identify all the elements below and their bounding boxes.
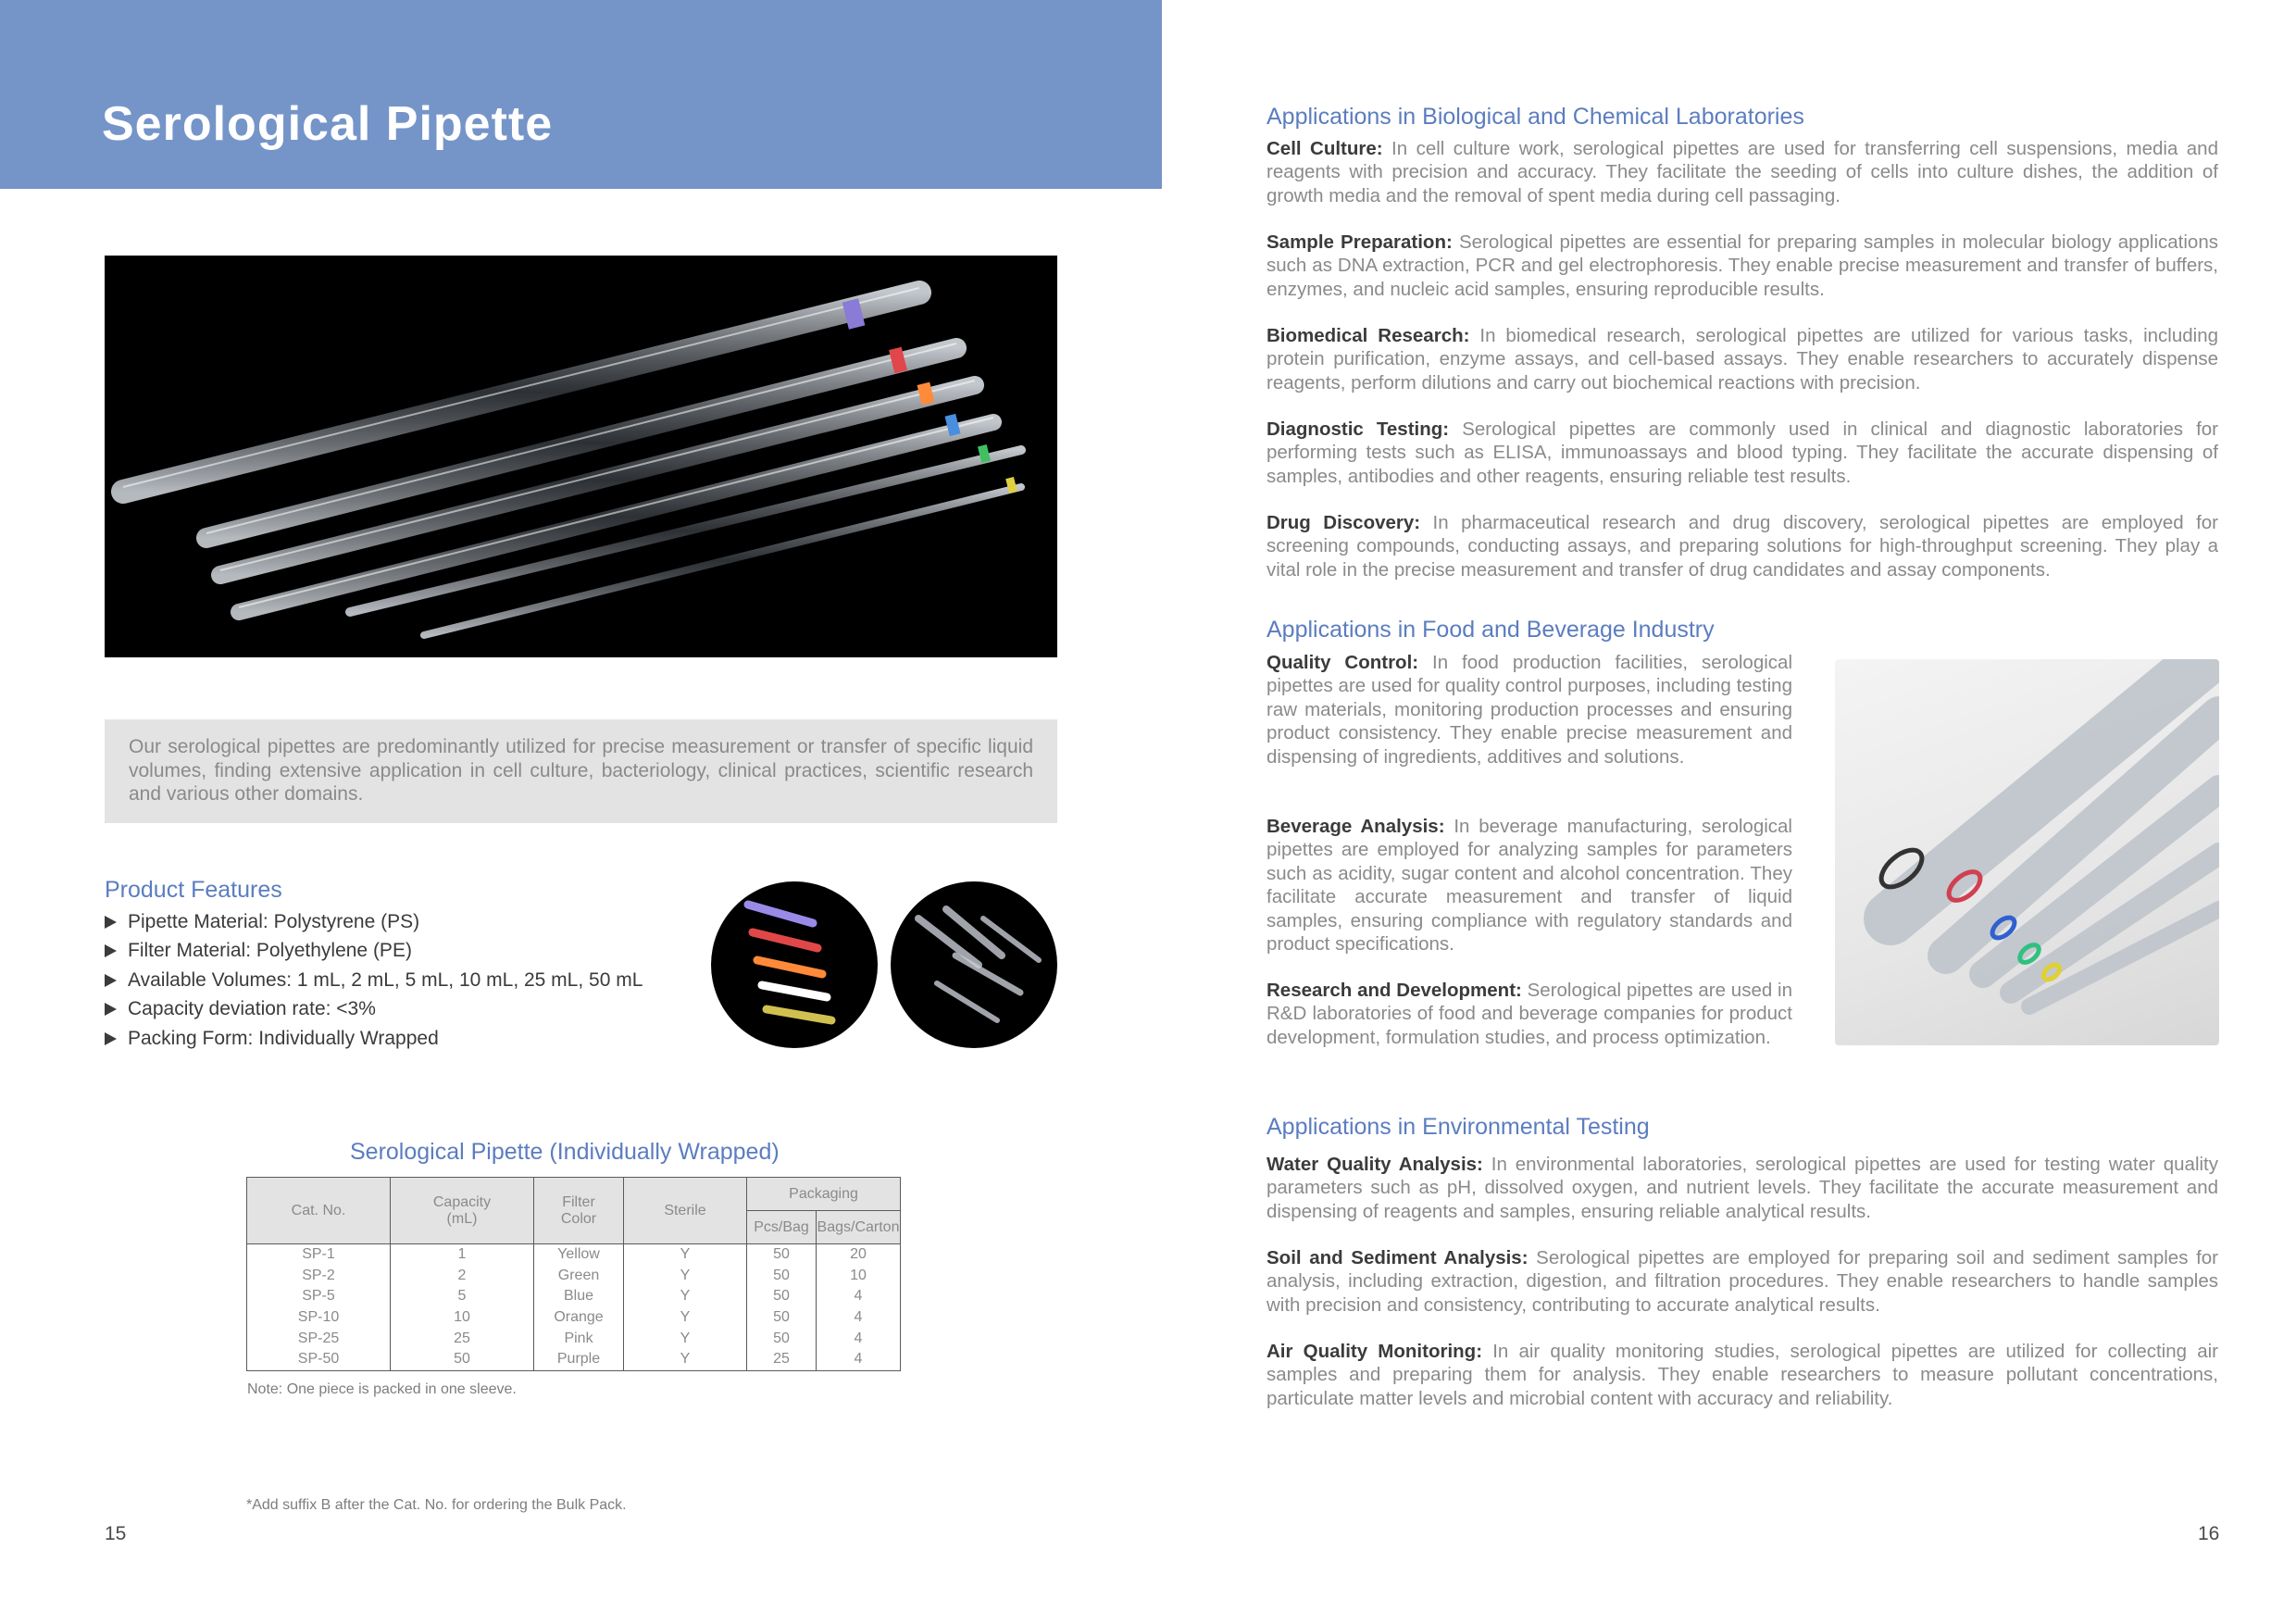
pipette-filters-photo [711, 881, 878, 1048]
food-item-beverage-analysis: Beverage Analysis: In beverage manufacturing, serological pipettes are employed for analyzing samples for parameters such as acidity, sugar content and alcohol concentration. They facilitate accurate measurement and transfer of liquid samples, ensuring compliance with regulatory standards and product specifications. [1267, 816, 1792, 956]
bio-item-sample-prep: Sample Preparation: Serological pipettes are essential for preparing samples in molecular biology applications such as DNA extraction, PCR and gel electrophoresis. They enable precise measurement and transfer of buffers, enzymes, and nucleic acid samples, ensuring reproducible results. [1267, 231, 2218, 300]
bio-item-diagnostic: Diagnostic Testing: Serological pipettes are commonly used in clinical and diagnostic laboratories for performing tests such as ELISA, immunoassays and blood typing. They facilitate the accurate dispensing of samples, antibodies and other reagents, ensuring reliable test results. [1267, 418, 2219, 487]
pipette-tips-photo [891, 881, 1057, 1048]
intro-text: Our serological pipettes are predominantly utilized for precise measurement or transfer of specific liquid volumes, finding extensive application in cell culture, bacteriology, clinical practices, scientific research and various other domains. [105, 719, 1057, 823]
pipettes-illustration [105, 256, 1057, 657]
header-filter-color: Filter Color [534, 1178, 624, 1244]
env-item-air-quality: Air Quality Monitoring: In air quality monitoring studies, serological pipettes are utilized for collecting air samples and preparing them for analysis. They enable researchers to measure pollutant concentrations, particulate matter levels and microbial content with accuracy and reliability. [1267, 1341, 2218, 1409]
bio-item-cell-culture: Cell Culture: In cell culture work, serological pipettes are used for transferring cell suspensions, media and reagents with precision and accuracy. They facilitate the seeding of cells into culture dishes, the addition of growth media and the removal of spent media during cell passaging. [1267, 138, 2218, 206]
bulk-pack-note: *Add suffix B after the Cat. No. for ordering the Bulk Pack. [246, 1497, 627, 1513]
header-cat-no: Cat. No. [247, 1178, 391, 1244]
env-section-title: Applications in Environmental Testing [1267, 1114, 1650, 1140]
env-item-water-quality: Water Quality Analysis: In environmental laboratories, serological pipettes are used for testing water quality parameters such as pH, dissolved oxygen, and nutrient levels. They facilitate the accurate measurement and dispensing of reagents and samples, ensuring reliable analytical results. [1267, 1154, 2218, 1222]
table-title: Serological Pipette (Individually Wrapped) [350, 1139, 780, 1165]
table-row: SP-10 10 Orange Y 50 4 [247, 1307, 901, 1329]
table-row: SP-5 5 Blue Y 50 4 [247, 1286, 901, 1307]
hero-photo-pipettes [105, 256, 1057, 657]
table-row: SP-2 2 Green Y 50 10 [247, 1266, 901, 1287]
table-row: SP-50 50 Purple Y 25 4 [247, 1349, 901, 1370]
spec-table [246, 1177, 901, 1371]
bullet-triangle-icon [105, 1032, 117, 1045]
feature-item: Pipette Material: Polystyrene (PS) [105, 907, 643, 937]
feature-item: Filter Material: Polyethylene (PE) [105, 937, 643, 967]
bullet-triangle-icon [105, 974, 117, 987]
feature-item: Available Volumes: 1 mL, 2 mL, 5 mL, 10 mL, 25 mL, 50 mL [105, 966, 643, 995]
page-number-left: 15 [105, 1523, 127, 1544]
title-banner [0, 0, 1162, 189]
table-row: SP-1 1 Yellow Y 50 20 [247, 1244, 901, 1266]
bio-item-biomedical: Biomedical Research: In biomedical research, serological pipettes are utilized for various tasks, including protein purification, enzyme assays, and cell-based assays. They enable researchers to accurately dispense reagents, perform dilutions and carry out biochemical reactions with precision. [1267, 325, 2219, 394]
header-sterile: Sterile [624, 1178, 747, 1244]
feature-item: Packing Form: Individually Wrapped [105, 1024, 643, 1054]
features-heading: Product Features [105, 877, 282, 903]
header-capacity: Capacity (mL) [391, 1178, 534, 1244]
pipettes-photo-white [1835, 659, 2219, 1045]
bullet-triangle-icon [105, 916, 117, 929]
table-note: Note: One piece is packed in one sleeve. [247, 1381, 517, 1397]
feature-item: Capacity deviation rate: <3% [105, 995, 643, 1025]
page-number-right: 16 [2198, 1523, 2220, 1544]
food-section-title: Applications in Food and Beverage Industry [1267, 617, 1715, 643]
bio-section-title: Applications in Biological and Chemical Laboratories [1267, 104, 1804, 130]
page-title: Serological Pipette [102, 97, 554, 151]
food-item-quality-control: Quality Control: In food production facilities, serological pipettes are used for quality control purposes, including testing raw materials, monitoring production processes and ensuring product consistency. They enable precise measurement and dispensing of ingredients, additives and solutions. [1267, 652, 1792, 768]
bullet-triangle-icon [105, 1003, 117, 1016]
features-list [105, 907, 643, 1054]
food-item-rnd: Research and Development: Serological pipettes are used in R&D laboratories of food and beverage companies for product development, formulation studies, and process optimization. [1267, 980, 1792, 1048]
header-bags-carton: Bags/Carton [817, 1211, 901, 1244]
header-pcs-bag: Pcs/Bag [747, 1211, 817, 1244]
bullet-triangle-icon [105, 944, 117, 957]
header-packaging: Packaging [747, 1178, 901, 1211]
env-item-soil-sediment: Soil and Sediment Analysis: Serological pipettes are employed for preparing soil and sediment samples for analysis, including extraction, digestion, and filtration procedures. They enable researchers to handle samples with precision and consistency, contributing to accurate analytical results. [1267, 1247, 2219, 1316]
table-row: SP-25 25 Pink Y 50 4 [247, 1328, 901, 1349]
bio-item-drug-discovery: Drug Discovery: In pharmaceutical research and drug discovery, serological pipettes are employed for screening compounds, conducting assays, and preparing solutions for high-throughput screening. They play a vital role in the precise measurement and transfer of drug candidates and assay components. [1267, 512, 2219, 581]
